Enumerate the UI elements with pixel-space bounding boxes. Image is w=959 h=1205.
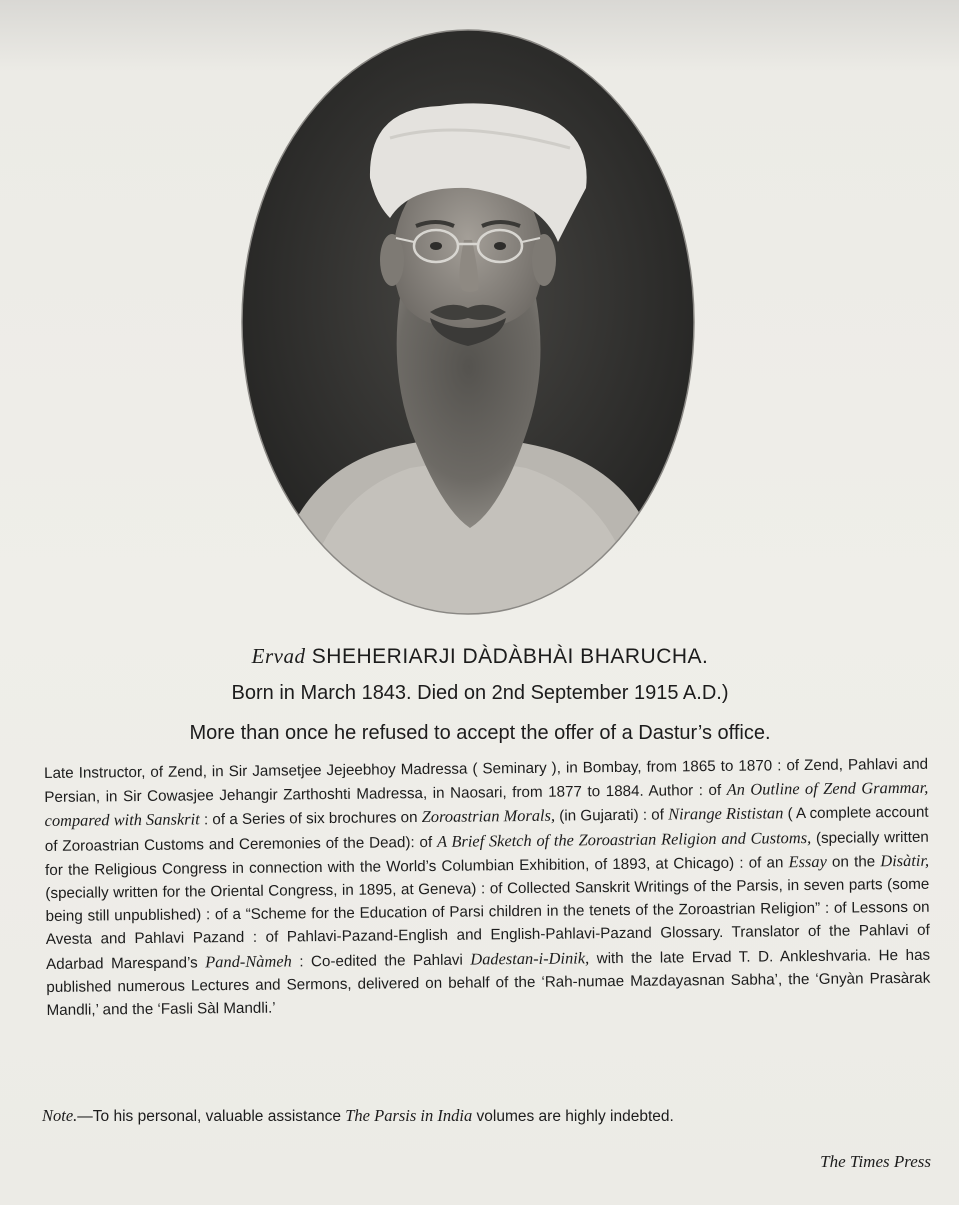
honorific: Ervad [251, 644, 306, 668]
work-title: Dadestan-i-Dinik, [470, 947, 590, 969]
biography-paragraph [44, 753, 931, 1022]
bio-text: (in Gujarati) : of [554, 806, 669, 826]
portrait-photograph [240, 28, 696, 616]
bio-text: with the late Ervad T. D. Ankleshvaria. He has published numerous Lectures and Sermons, delivered on behalf of the ‘Rah-numae Mazdayasnan Sabha’, the ‘Gnyàn Prasàrak Mandli,’ and the ‘Fasli Sàl Mandli.’ [46, 946, 931, 1020]
bio-text: : of a Series of six brochures on [199, 809, 422, 829]
bio-text: on the [826, 853, 881, 871]
work-title: Disàtir, [880, 850, 930, 871]
work-title: Zoroastrian Morals, [421, 806, 556, 827]
note-label: Note. [42, 1106, 78, 1125]
birth-death-dates: Born in March 1843. Died on 2nd September 1915 A.D.) [231, 682, 729, 704]
note-paragraph [42, 1106, 922, 1126]
bio-text: Late Instructor, of Zend, in Sir Jamsetjee Jejeebhoy Madressa ( Seminary ), in Bombay, from 1865 to 1870 : of Zend, Pahlavi and Persian, in Sir Cowasjee Jehangir Zarthoshti Madressa, in Naosari, from 1877 to 1884. Author : of [44, 755, 929, 807]
work-title: A Brief Sketch of the Zoroastrian Religion and Customs, [436, 827, 812, 851]
bio-text: ( A complete account of Zoroastrian Customs and Ceremonies of the Dead): of [44, 804, 929, 855]
full-name: SHEHERIARJI DÀDÀBHÀI BHARUCHA. [311, 645, 709, 668]
note-text: volumes are highly indebted. [472, 1108, 674, 1125]
refusal-statement: More than once he refused to accept the offer of a Dastur’s office. [189, 722, 771, 744]
work-title: The Parsis in India [345, 1106, 473, 1125]
note-text: —To his personal, valuable assistance [77, 1108, 346, 1125]
bio-text: (specially written for the Religious Congress in connection with the World’s Columbian Exhibition, of 1893, at Chicago) : of an [45, 828, 929, 879]
bio-text: (specially written for the Oriental Congress, in 1895, at Geneva) : of Collected Sanskrit Writings of the Parsis, in seven parts (some being still unpublished) : of a “Scheme for the Education of Parsi children in the tenets of the Zoroastrian Religion” : of Lessons on Avesta and Pahlavi Pazand : of Pahlavi-Pazand-English and English-Pahlavi-Pazand Glossary. Translator of the Pahlavi of Adarbad Marespand’s [45, 875, 930, 973]
work-title: Pand-Nàmeh [205, 951, 292, 971]
work-title: Nirange Rististan [668, 803, 784, 824]
portrait-caption-name [40, 644, 920, 669]
work-title: Essay [788, 851, 827, 872]
publisher-credit: The Times Press [820, 1152, 931, 1171]
bio-text: : Co-edited the Pahlavi [291, 951, 471, 971]
work-title: An Outline of Zend Grammar, compared with Sanskrit [44, 777, 929, 831]
